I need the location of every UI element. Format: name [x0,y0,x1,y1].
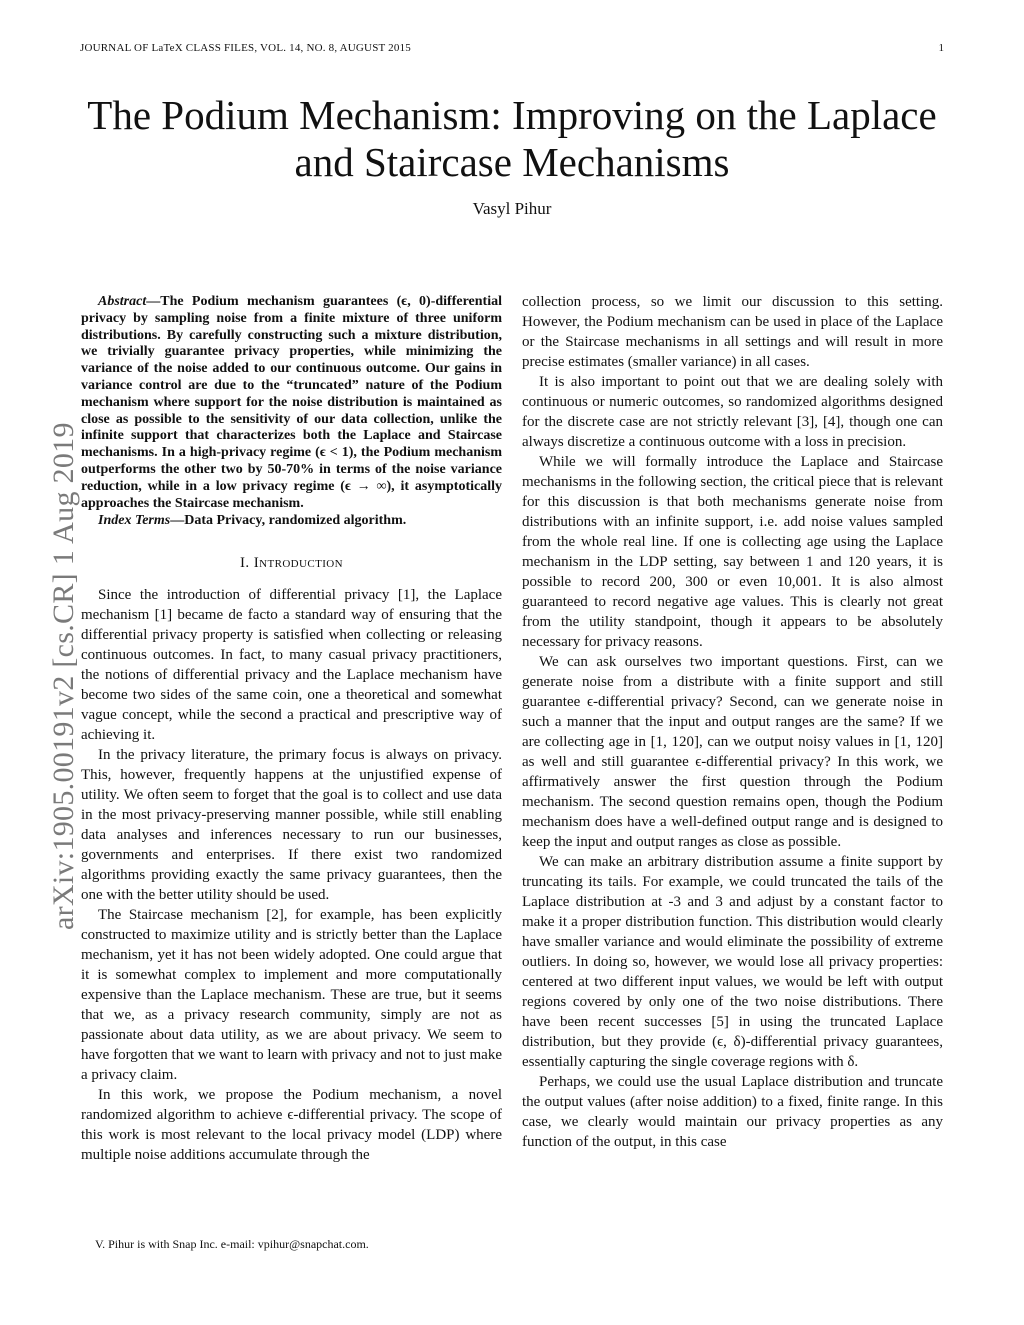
right-column [522,292,943,1152]
paragraph: We can make an arbitrary distribution assume a finite support by truncating its tails. For example, we could truncated the tails of the Laplace distribution at -3 and 3 and adjust by a constant factor to make it a proper distribution function. This distribution would clearly have smaller variance and would eliminate the possibility of extreme outliers. In doing so, however, we would lose all privacy properties: centered at two different input values, we would be left with output regions covered by only one of the two noise distributions. There have been recent successes [5] in using the truncated Laplace distribution, but they provide (ϵ, δ)-differential privacy guarantees, essentially capturing the single coverage regions with δ. [522,854,943,1070]
page-number: 1 [938,42,944,54]
paragraph: The Staircase mechanism [2], for example, has been explicitly constructed to maximize utility and is strictly better than the Laplace mechanism, yet it has not been widely adopted. One could argue that it is somewhat complex to implement and more computationally expensive than the Laplace mechanism. These are true, but it seems that we, as a privacy research community, simply are not as passionate about data utility, as we are about privacy. We seem to have forgotten that we want to learn with privacy and not to just make a privacy claim. [81,907,502,1084]
footnote: V. Pihur is with Snap Inc. e-mail: vpihur@snapchat.com. [95,1237,369,1251]
paragraph: collection process, so we limit our discussion to this setting. However, the Podium mechanism can be used in place of the Laplace or the Staircase mechanisms in all settings and will result in more precise estimates (smaller variance) in all cases. [522,294,943,370]
arxiv-id: arXiv:1905.00191v2 [cs.CR] 1 Aug 2019 [47,422,80,930]
arxiv-stamp [27,360,80,930]
paragraph: It is also important to point out that we are dealing solely with continuous or numeric outcomes, so randomized algorithms designed for the discrete case are not strictly relevant [3], [4], though one can always discretize a continuous outcome with a loss in precision. [522,374,943,450]
running-head: JOURNAL OF LaTeX CLASS FILES, VOL. 14, NO. 8, AUGUST 2015 [80,42,411,54]
paragraph: Since the introduction of differential privacy [1], the Laplace mechanism [1] became de facto a standard way of ensuring that the differential privacy property is satisfied when collecting or releasing continuous outcomes. In fact, to many casual privacy practitioners, the notions of differential privacy and the Laplace mechanism have become two sides of the same coin, one a theoretical and somewhat vague concept, while the second a practical and prescriptive way of achieving it. [81,587,502,744]
left-column [81,294,502,1165]
paragraph: While we will formally introduce the Laplace and Staircase mechanisms in the following section, the critical piece that is relevant for this discussion is that both mechanisms generate noise from distributions with an infinite support, i.e. add noise values sampled from the whole real line. If one is collecting age using the Laplace mechanism in the LDP setting, say between 1 and 120 years, it is possible to record 200, 300 or even 10,001. It is also almost guaranteed to record negative age values. This is clearly not great from the utility standpoint, though it appears to be absolutely necessary for privacy reasons. [522,454,943,650]
paragraph: We can ask ourselves two important questions. First, can we generate noise from a distribute with a finite support and still guarantee ϵ-differential privacy? Second, can we generate noise in such a manner that the input and output ranges are the same? If we are collecting age in [1, 120], can we output noisy values in [1, 120] as well and still guarantee ϵ-differential privacy? In this work, we affirmatively answer the first question through the Podium mechanism. The second question remains open, though the Podium mechanism does have a well-defined output range and is designed to keep the input and output ranges as close as possible. [522,654,943,850]
abstract: Abstract—The Podium mechanism guarantees (ϵ, 0)-differential privacy by sampling noise from a finite mixture of three uniform distributions. By carefully constructing such a mixture distribution, we trivially guarantee privacy properties, while minimizing the variance of the noise added to our continuous outcome. Our gains in variance control are due to the “truncated” nature of the Podium mechanism where support for the noise distribution is maintained as close as possible to the sensitivity of our data collection, unlike the infinite support that characterizes both the Laplace and Staircase mechanisms. In a high-privacy regime (ϵ < 1), the Podium mechanism outperforms the other two by 50-70% in terms of the noise variance reduction, while in a low privacy regime (ϵ → ∞), it asymptotically approaches the Staircase mechanism. [81,294,502,511]
paper-title: The Podium Mechanism: Improving on the Laplace and Staircase Mechanisms [87,92,937,185]
paragraph: In this work, we propose the Podium mechanism, a novel randomized algorithm to achieve ϵ-differential privacy. The scope of this work is most relevant to the local privacy model (LDP) where multiple noise additions accumulate through the [81,1087,502,1164]
latex-logo: LaTeX [151,42,183,54]
section-heading: I. Introduction [240,555,343,572]
author-name: Vasyl Pihur [472,199,552,218]
paragraph: Perhaps, we could use the usual Laplace distribution and truncate the output values (after noise addition) to a fixed, finite range. In this case, we clearly would maintain our privacy properties as any function of the output, in this case [522,1074,943,1150]
index-terms: Index Terms—Data Privacy, randomized algorithm. [98,513,407,529]
paragraph: In the privacy literature, the primary focus is always on privacy. This, however, frequently happens at the unjustified expense of utility. We often seem to forget that the goal is to collect and use data in the most privacy-preserving manner possible, while still enabling data analyses and inferences necessary to run our businesses, governments and enterprises. If there exist two randomized algorithms providing exactly the same privacy guarantees, then the one with the better utility should be used. [81,747,502,904]
